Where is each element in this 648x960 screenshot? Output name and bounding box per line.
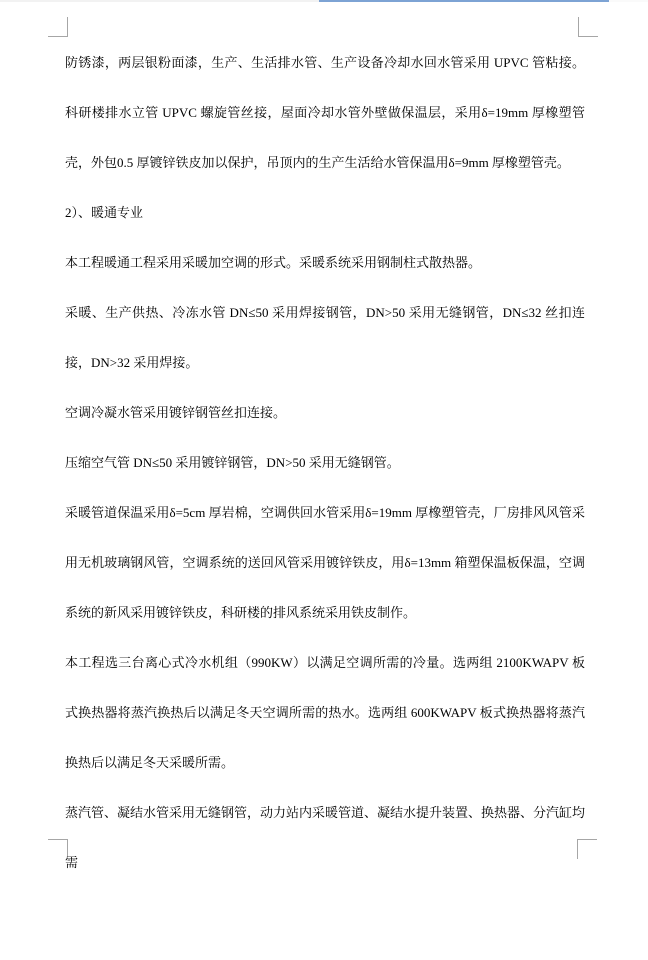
paragraph-continuation: 防锈漆，两层银粉面漆，生产、生活排水管、生产设备冷却水回水管采用 UPVC 管粘接。科研楼排水立管 UPVC 螺旋管丝接，屋面冷却水管外壁做保温层，采用δ=19mm 厚橡塑管壳，外包0.5 厚镀锌铁皮加以保护，吊顶内的生产生活给水管保温用δ=9mm 厚橡塑管壳。: [65, 55, 585, 170]
crop-mark-top-right: [578, 17, 598, 37]
paragraph-section-heading: 2）、暖通专业: [65, 205, 144, 220]
paragraph-continues-next-page: 蒸汽管、凝结水管采用无缝钢管，动力站内采暖管道、凝结水提升装置、换热器、分汽缸均需: [65, 805, 586, 870]
paragraph: 采暖、生产供热、冷冻水管 DN≤50 采用焊接钢管，DN>50 采用无缝钢管，DN≤32 丝扣连接，DN>32 采用焊接。: [65, 305, 585, 370]
paragraph: 压缩空气管 DN≤50 采用镀锌钢管，DN>50 采用无缝钢管。: [65, 455, 400, 470]
paragraph: 本工程选三台离心式冷水机组（990KW）以满足空调所需的冷量。选两组 2100KWAPV 板式换热器将蒸汽换热后以满足冬天空调所需的热水。选两组 600KWAPV 板式换热器将蒸汽换热后以满足冬天采暖所需。: [65, 655, 585, 770]
crop-mark-top-left: [48, 17, 68, 37]
app-chrome-sliver-right: [609, 0, 648, 2]
paragraph: 本工程暖通工程采用采暖加空调的形式。采暖系统采用钢制柱式散热器。: [65, 255, 482, 270]
paragraph: 采暖管道保温采用δ=5cm 厚岩棉，空调供回水管采用δ=19mm 厚橡塑管壳，厂房排风风管采用无机玻璃钢风管，空调系统的送回风管采用镀锌铁皮，用δ=13mm 箱塑保温板保温，空调系统的新风采用镀锌铁皮，科研楼的排风系统采用铁皮制作。: [65, 505, 585, 620]
document-text-area: [65, 38, 585, 888]
paragraph: 空调冷凝水管采用镀锌钢管丝扣连接。: [65, 405, 287, 420]
app-chrome-sliver: [0, 0, 648, 2]
app-chrome-accent-bar: [319, 0, 609, 2]
